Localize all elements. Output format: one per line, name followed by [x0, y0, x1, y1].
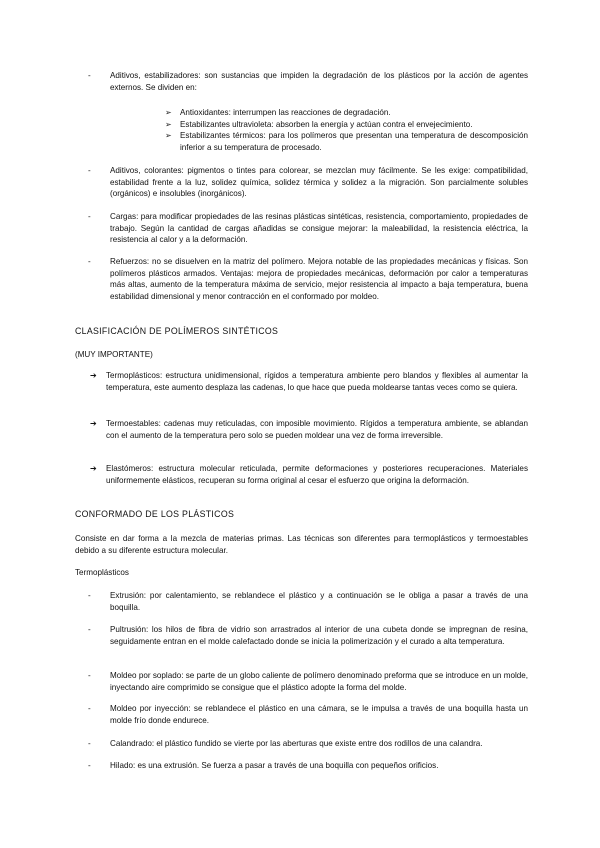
- list-item-text: Moldeo por soplado: se parte de un globo caliente de polímero denominado preforma que se introduce en un molde, inyectando aire comprimido se consigue que el plástico adopte la forma del molde.: [110, 671, 528, 692]
- sub-item-antioxidantes: [165, 107, 528, 119]
- list-item-text: Aditivos, estabilizadores: son sustancias que impiden la degradación de los plásticos por la acción de agentes externos. Se dividen en:: [110, 71, 528, 92]
- list-item-text: Aditivos, colorantes: pigmentos o tintes para colorear, se mezclan muy fácilmente. Se les exige: compatibilidad, estabilidad frente a la luz, solidez química, solidez térmica y solidez a la migración. Son parcialmente solubles (orgánicos) e insolubles (inorgánicos).: [110, 166, 528, 199]
- sub-item-text: Antioxidantes: interrumpen las reacciones de degradación.: [180, 108, 391, 117]
- subheading-termoplasticos: Termoplásticos: [75, 568, 129, 577]
- importance-note: (MUY IMPORTANTE): [75, 350, 153, 359]
- list-item-calandrado: [88, 738, 528, 750]
- list-item-text: Extrusión: por calentamiento, se reblandece el plástico y a continuación se le obliga a pasar a través de una boquilla.: [110, 591, 528, 612]
- list-item-moldeo-inyeccion: [88, 703, 528, 726]
- sub-item-text: Estabilizantes térmicos: para los polímeros que presentan una temperatura de descomposición inferior a su temperatura de procesado.: [180, 131, 528, 152]
- list-item-cargas: [88, 211, 528, 246]
- section-heading-clasificacion: CLASIFICACIÓN DE POLÍMEROS SINTÉTICOS: [75, 326, 279, 336]
- dash-bullet: -: [88, 739, 91, 748]
- list-item-aditivos-estabilizadores: [88, 70, 528, 93]
- list-item-text: Elastómeros: estructura molecular reticulada, permite deformaciones y posteriores recuperaciones. Materiales uniformemente elásticos, recuperan su forma original al cesar el esfuerzo que origina la deformación.: [106, 464, 528, 485]
- list-item-text: Calandrado: el plástico fundido se vierte por las aberturas que existe entre dos rodillos de una calandra.: [110, 739, 483, 748]
- list-item-text: Moldeo por inyección: se reblandece el plástico en una cámara, se le impulsa a través de una boquilla hasta un molde frío donde endurece.: [110, 704, 528, 725]
- sub-item-text: Estabilizantes ultravioleta: absorben la energía y actúan contra el envejecimiento.: [180, 119, 473, 129]
- list-item-aditivos-colorantes: [88, 165, 528, 200]
- arrowhead-bullet-icon: ➢: [165, 131, 172, 140]
- list-item-text: Cargas: para modificar propiedades de las resinas plásticas sintéticas, resistencia, comportamiento, propiedades de trabajo. Según la cantidad de cargas añadidas se consigue mejorar: la maleabilidad, la resistencia eléctrica, la resistencia al calor y a la deformación.: [110, 212, 528, 245]
- arrowhead-bullet-icon: ➢: [165, 119, 172, 129]
- list-item-hilado: [88, 760, 528, 772]
- arrowhead-bullet-icon: ➢: [165, 108, 172, 117]
- dash-bullet: -: [88, 704, 91, 713]
- conformado-intro: Consiste en dar forma a la mezcla de materias primas. Las técnicas son diferentes para termoplásticos y termoestables debido a su diferente estructura molecular.: [75, 534, 528, 555]
- dash-bullet: -: [88, 625, 91, 634]
- list-item-elastomeros: [90, 463, 528, 486]
- sub-item-estabilizantes-termicos: [165, 130, 528, 153]
- dash-bullet: -: [88, 761, 91, 770]
- dash-bullet: -: [88, 591, 91, 600]
- list-item-moldeo-soplado: [88, 670, 528, 693]
- arrow-bullet-icon: ➔: [90, 419, 97, 428]
- dash-bullet: -: [88, 71, 91, 80]
- list-item-text: Termoplásticos: estructura unidimensional, rígidos a temperatura ambiente pero blandos y flexibles al aumentar la temperatura, este aumento desplaza las cadenas, lo que hace que pueda moldearse tantas veces como se quiera.: [106, 371, 528, 392]
- dash-bullet: -: [88, 671, 91, 680]
- list-item-text: Termoestables: cadenas muy reticuladas, con imposible movimiento. Rígidos a temperatura ambiente, se ablandan con el aumento de la temperatura pero solo se pueden moldear una vez de forma irreversible.: [106, 419, 528, 440]
- list-item-text: Pultrusión: los hilos de fibra de vidrio son arrastrados al interior de una cubeta donde se impregnan de resina, seguidamente entran en el molde calefactado donde se inicia la polimerización y el curado a alta temperatura.: [110, 625, 528, 646]
- list-item-text: Refuerzos: no se disuelven en la matriz del polímero. Mejora notable de las propiedades mecánicas y físicas. Son polímeros plásticos armados. Ventajas: mejora de propiedades mecánicas, deformación por calor a temperaturas más altas, aumento de la temperatura máxima de servicio, mejor resistencia al impacto a baja temperatura, buena estabilidad dimensional y menor contracción en el conformado por moldeo.: [110, 257, 528, 301]
- list-item-termoplasticos: [90, 370, 528, 393]
- list-item-text: Hilado: es una extrusión. Se fuerza a pasar a través de una boquilla con pequeños orificios.: [110, 761, 439, 770]
- arrow-bullet-icon: ➔: [90, 464, 97, 473]
- list-item-extrusion: [88, 590, 528, 613]
- arrow-bullet-icon: ➔: [90, 371, 97, 380]
- list-item-pultrusion: [88, 624, 528, 647]
- list-item-refuerzos: [88, 256, 528, 302]
- dash-bullet: -: [88, 257, 91, 266]
- sub-item-estabilizantes-uv: [165, 119, 528, 131]
- section-heading-conformado: CONFORMADO DE LOS PLÁSTICOS: [75, 509, 235, 519]
- dash-bullet: -: [88, 166, 91, 175]
- dash-bullet: -: [88, 212, 91, 221]
- list-item-termoestables: [90, 418, 528, 441]
